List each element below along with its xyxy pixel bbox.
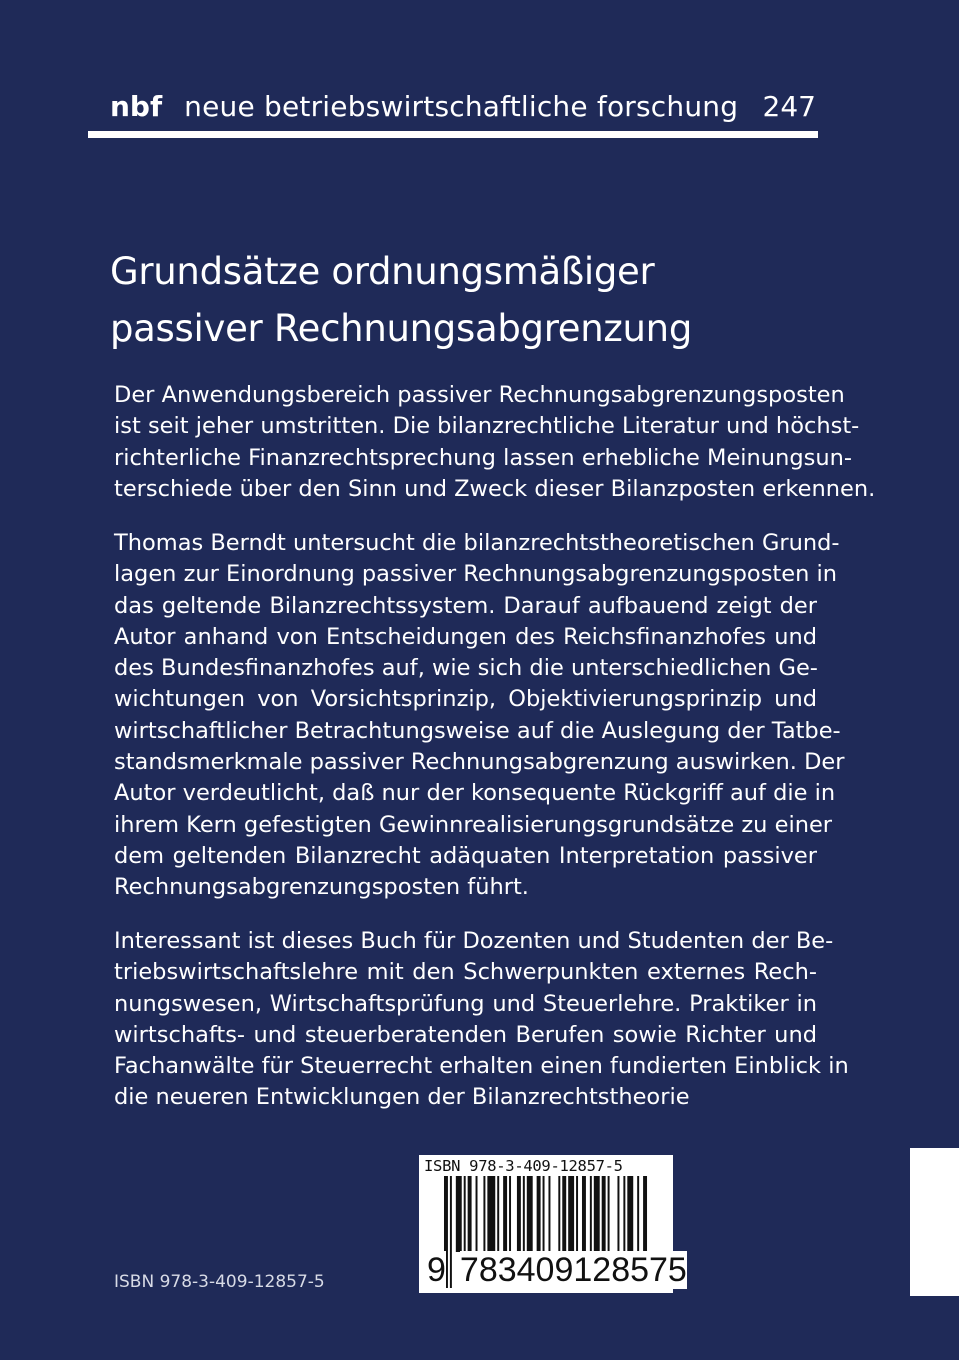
series-number: 247	[762, 90, 816, 123]
isbn-label: ISBN 978-3-409-12857-5	[114, 1272, 325, 1292]
barcode-bar	[576, 1176, 578, 1252]
barcode-bar	[503, 1176, 507, 1252]
barcode-bar	[497, 1176, 499, 1252]
barcode-isbn-text: ISBN 978-3-409-12857-5	[424, 1157, 623, 1175]
barcode-bar	[523, 1176, 525, 1252]
paragraph-line: Autor anhand von Entscheidungen des Reichsfinanzhofes und	[114, 623, 817, 650]
barcode-bar	[562, 1176, 566, 1252]
blurb-paragraph-1	[114, 380, 876, 505]
barcode-digits	[427, 1251, 687, 1290]
barcode-bar	[464, 1176, 466, 1252]
paragraph-line: lagen zur Einordnung passiver Rechnungsabgrenzungsposten in	[114, 561, 838, 588]
barcode-bar	[582, 1176, 586, 1252]
title-line: passiver Rechnungsabgrenzung	[110, 307, 693, 350]
barcode-bar	[468, 1176, 472, 1252]
barcode-bar	[509, 1176, 511, 1252]
barcode-bar	[637, 1176, 639, 1252]
paragraph-line: Rechnungsabgrenzungsposten führt.	[114, 874, 529, 901]
barcode-bar	[517, 1176, 521, 1252]
barcode-bar	[476, 1176, 478, 1252]
barcode-bar	[483, 1176, 485, 1252]
paragraph-line: nungswesen, Wirtschaftsprüfung und Steuerlehre. Praktiker in	[114, 990, 817, 1017]
paragraph-line: ist seit jeher umstritten. Die bilanzrechtliche Literatur und höchst-	[114, 413, 860, 440]
paragraph-line: terschiede über den Sinn und Zweck dieser Bilanzposten erkennen.	[114, 475, 876, 502]
paragraph-line: Thomas Berndt untersucht die bilanzrechtstheoretischen Grund-	[114, 530, 840, 556]
paragraph-line: standsmerkmale passiver Rechnungsabgrenzung auswirken. Der	[114, 749, 845, 776]
blurb-paragraph-2	[114, 528, 845, 904]
paragraph-line: dem geltenden Bilanzrecht adäquaten Interpretation passiver	[114, 842, 817, 869]
paragraph-line: Fachanwälte für Steuerrecht erhalten einen fundierten Einblick in	[114, 1053, 849, 1080]
book-title	[110, 243, 692, 357]
barcode-bar	[623, 1176, 625, 1252]
barcode-bar	[602, 1176, 606, 1252]
series-abbreviation: nbf	[110, 90, 163, 123]
barcode-bar	[568, 1176, 574, 1252]
paragraph-line: wichtungen von Vorsichtsprinzip, Objektivierungsprinzip und	[114, 686, 817, 713]
barcode-bar	[537, 1176, 541, 1252]
barcode-bar	[558, 1176, 560, 1252]
paragraph-line: ihrem Kern gefestigten Gewinnrealisierungsgrundsätze zu einer	[114, 811, 833, 838]
paragraph-line: das geltende Bilanzrechtssystem. Darauf aufbauend zeigt der	[114, 592, 817, 619]
paragraph-line: des Bundesfinanzhofes auf, wie sich die unterschiedlichen Ge-	[114, 655, 818, 682]
paragraph-line: wirtschaftlicher Betrachtungsweise auf die Auslegung der Tatbe-	[114, 717, 841, 744]
barcode-bar	[594, 1176, 600, 1252]
series-name: neue betriebswirtschaftliche forschung	[184, 90, 739, 123]
paragraph-line: richterliche Finanzrechtsprechung lassen erhebliche Meinungsun-	[114, 444, 852, 471]
paragraph-line: Der Anwendungsbereich passiver Rechnungsabgrenzungsposten	[114, 382, 845, 408]
barcode-bar	[527, 1176, 533, 1252]
series-header	[110, 90, 816, 123]
paragraph-line: triebswirtschaftslehre mit den Schwerpunkten externes Rech-	[114, 959, 817, 986]
paragraph-line: die neueren Entwicklungen der Bilanzrechtstheorie	[114, 1084, 690, 1111]
paragraph-line: Interessant ist dieses Buch für Dozenten und Studenten der Be-	[114, 928, 834, 954]
paragraph-line: wirtschafts- und steuerberatenden Berufen sowie Richter und	[114, 1021, 817, 1048]
blurb-paragraph-3	[114, 926, 849, 1114]
barcode-bar	[590, 1176, 592, 1252]
barcode-bar	[487, 1176, 495, 1252]
barcode-bar	[617, 1176, 619, 1252]
title-line: Grundsätze ordnungsmäßiger	[110, 250, 655, 293]
barcode-bar	[456, 1176, 462, 1252]
price-label-area	[910, 1148, 959, 1296]
header-rule	[88, 131, 818, 138]
barcode-bar	[627, 1176, 633, 1252]
paragraph-line: Autor verdeutlicht, daß nur der konsequente Rückgriff auf die in	[114, 780, 836, 807]
barcode-bar	[608, 1176, 610, 1252]
barcode-first-digit: 9	[427, 1251, 446, 1289]
barcode-number: 783409128575	[459, 1251, 687, 1289]
isbn-barcode	[419, 1155, 687, 1293]
